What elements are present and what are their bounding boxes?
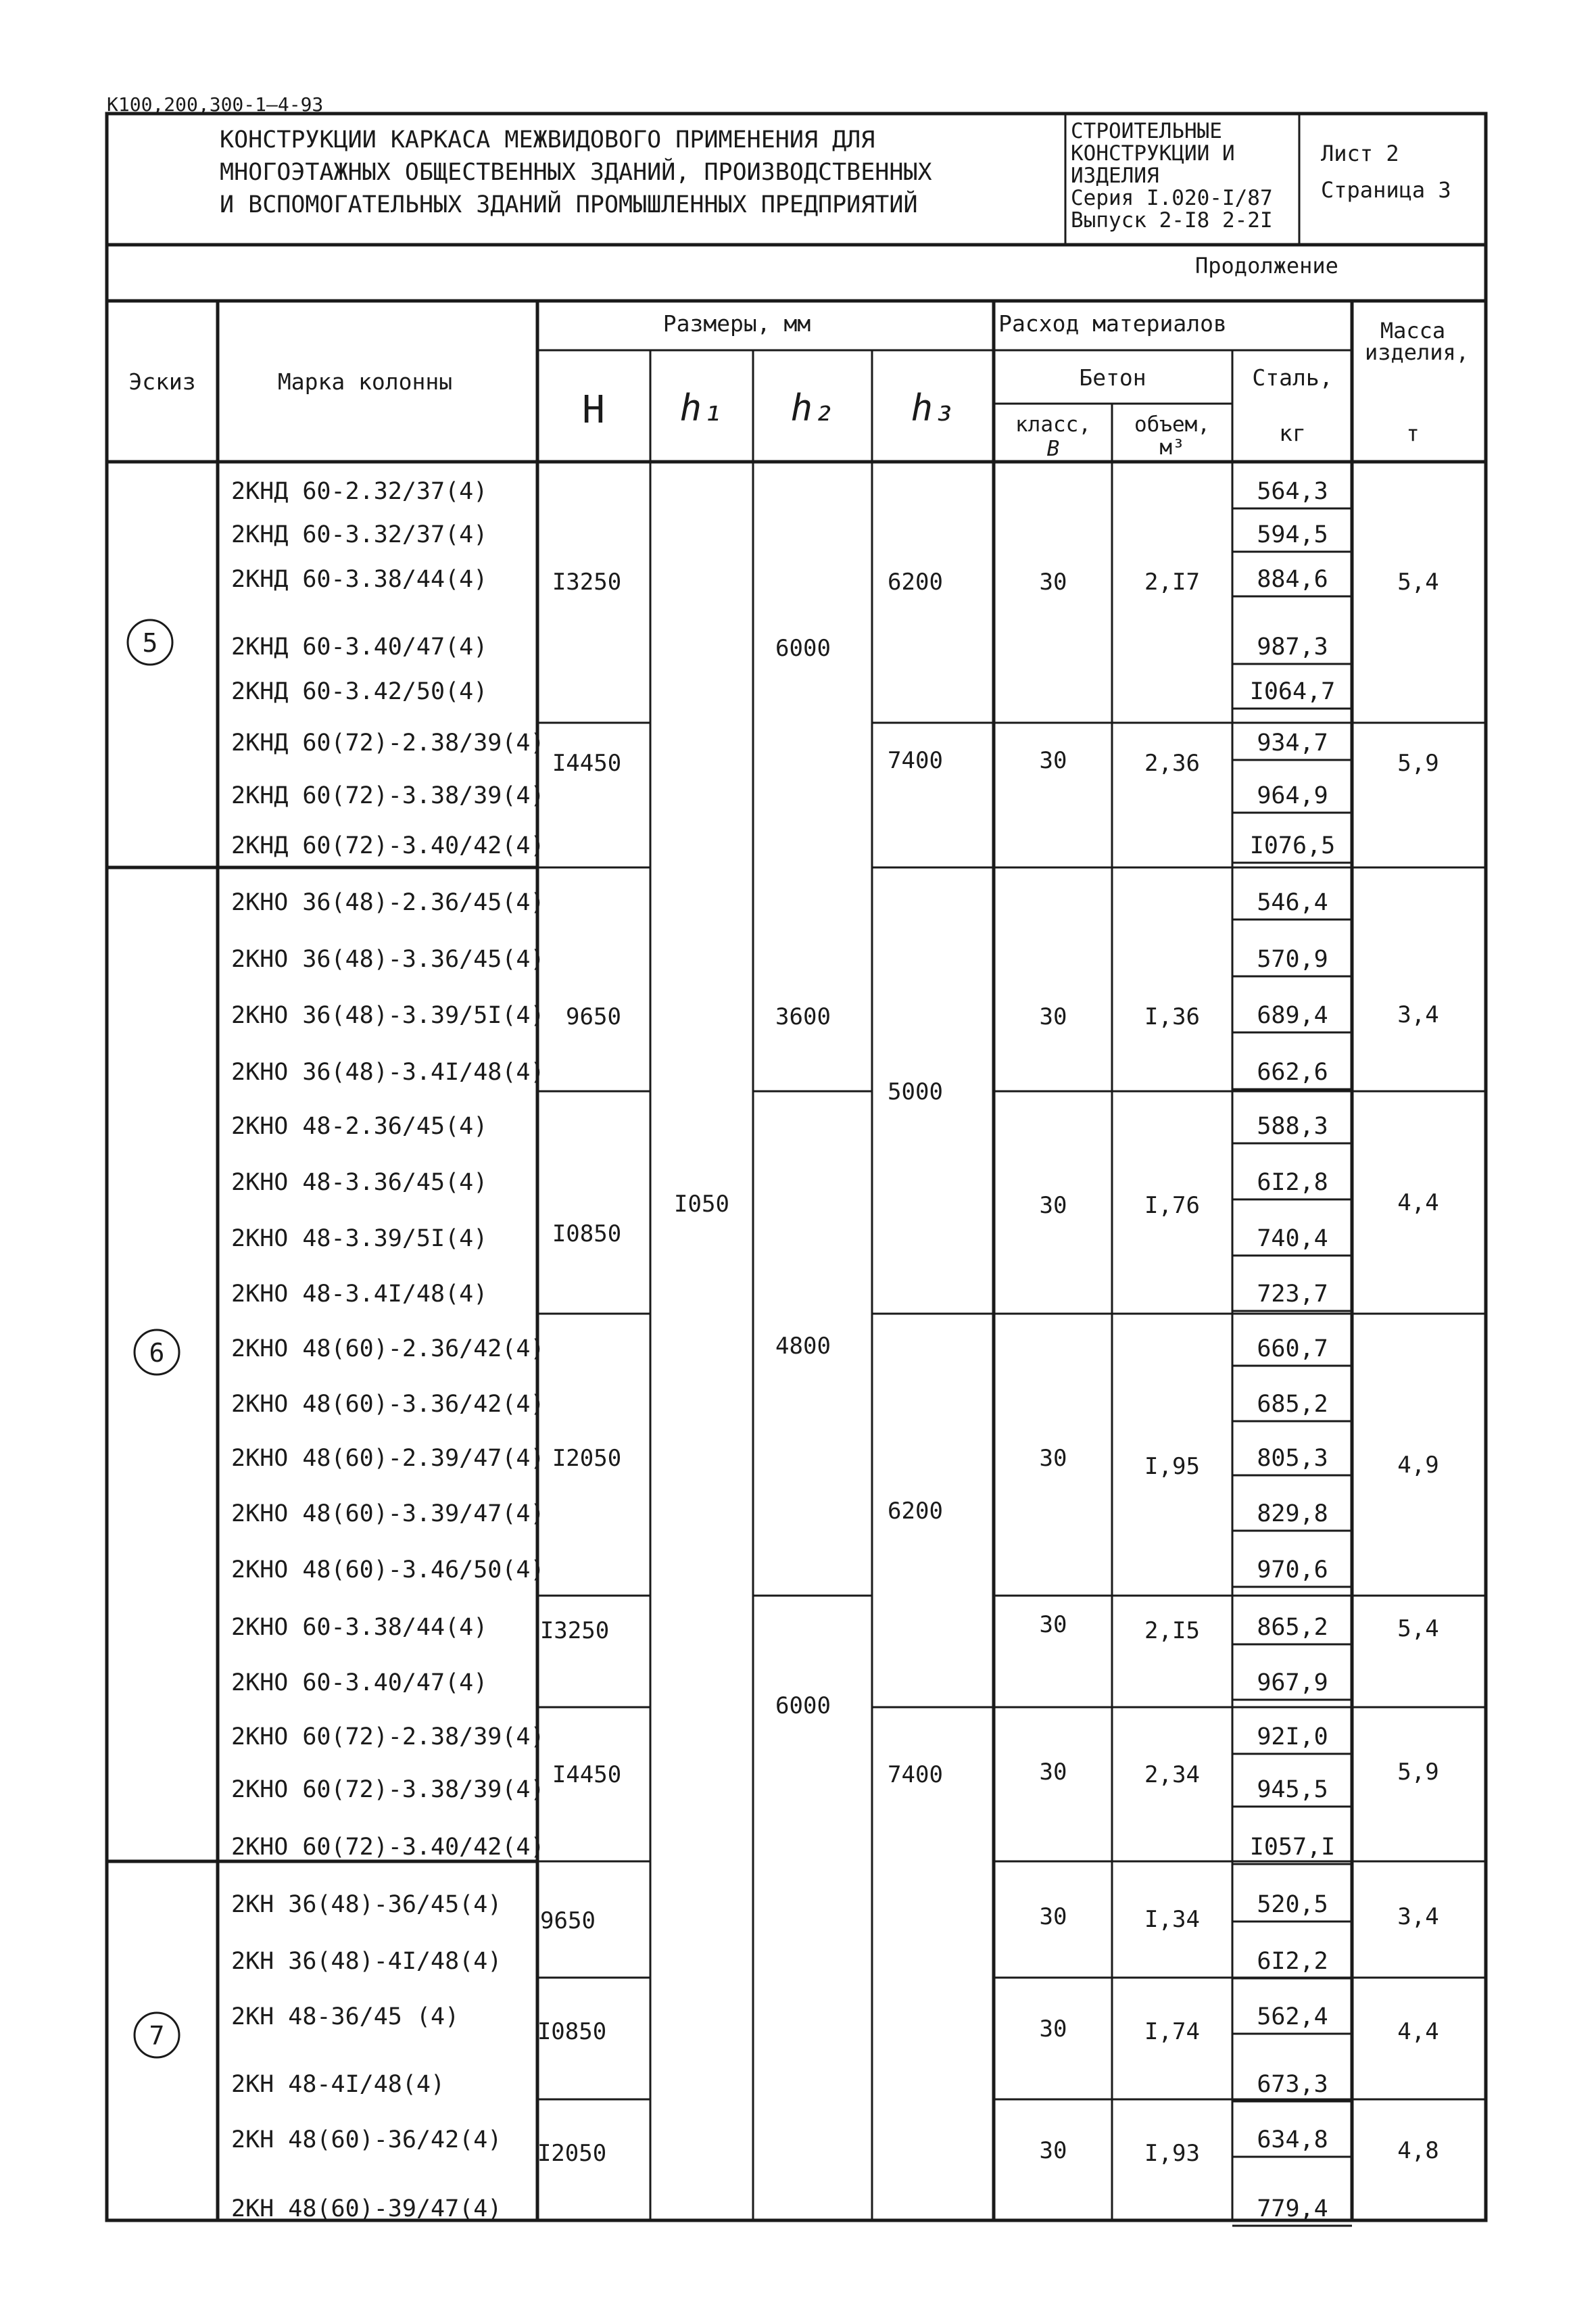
column-mark: 2КНО 36(48)-3.36/45(4)	[231, 946, 545, 973]
series-number: Серия I.020-I/87	[1071, 186, 1273, 210]
volume-value: 2,34	[1144, 1761, 1200, 1788]
column-mark: 2КНО 60-3.40/47(4)	[231, 1669, 488, 1696]
class-value: 30	[1039, 1445, 1067, 1472]
header-h1: h₁	[679, 387, 724, 429]
steel-value: 6I2,8	[1257, 1169, 1328, 1196]
steel-value: 634,8	[1257, 2126, 1328, 2153]
steel-value: I076,5	[1249, 832, 1336, 859]
steel-value: 740,4	[1257, 1225, 1328, 1252]
column-mark: 2КНО 60(72)-3.38/39(4)	[231, 1776, 545, 1803]
volume-value: I,76	[1144, 1192, 1200, 1219]
mass-value: 5,9	[1397, 1759, 1439, 1786]
class-value: 30	[1039, 1903, 1067, 1930]
class-value: 30	[1039, 2015, 1067, 2043]
column-mark: 2КНО 48(60)-3.46/50(4)	[231, 1556, 545, 1583]
header-mass-unit: т	[1406, 421, 1420, 446]
steel-value: 662,6	[1257, 1059, 1328, 1086]
header-h3: h₃	[911, 387, 955, 429]
column-mark: 2КНО 48-2.36/45(4)	[231, 1113, 488, 1140]
steel-value: 660,7	[1257, 1335, 1328, 1362]
steel-value: 723,7	[1257, 1281, 1328, 1308]
h2-value: 3600	[775, 1003, 831, 1030]
steel-value: 967,9	[1257, 1669, 1328, 1696]
column-mark: 2КНД 60(72)-2.38/39(4)	[231, 730, 545, 757]
h2-value: 6000	[775, 1692, 831, 1719]
steel-value: 805,3	[1257, 1445, 1328, 1472]
steel-value: 594,5	[1257, 521, 1328, 548]
header-volume-unit: м³	[1159, 435, 1185, 460]
column-mark: 2КНД 60-3.42/50(4)	[231, 678, 488, 705]
column-mark: 2КНД 60-3.38/44(4)	[231, 566, 488, 593]
volume-value: I,74	[1144, 2018, 1200, 2045]
column-mark: 2КНД 60-3.32/37(4)	[231, 521, 488, 548]
header-steel-unit: кг	[1279, 420, 1306, 446]
h3-value: 5000	[888, 1078, 943, 1105]
steel-value: 520,5	[1257, 1891, 1328, 1918]
series-line-2: КОНСТРУКЦИИ И	[1071, 141, 1235, 166]
sheet-number: Лист 2	[1321, 141, 1399, 166]
column-mark: 2КНД 60-3.40/47(4)	[231, 634, 488, 661]
header-h2: h₂	[790, 387, 835, 429]
class-value: 30	[1039, 1003, 1067, 1030]
steel-value: 564,3	[1257, 478, 1328, 505]
mass-value: 5,4	[1397, 1615, 1439, 1642]
header-dimensions: Размеры, мм	[662, 310, 811, 337]
column-mark: 2КНО 48(60)-3.36/42(4)	[231, 1391, 545, 1418]
steel-value: 562,4	[1257, 2003, 1328, 2030]
header-materials: Расход материалов	[998, 310, 1227, 337]
H-value: I3250	[552, 569, 622, 596]
steel-value: I064,7	[1249, 678, 1336, 705]
class-value: 30	[1039, 1611, 1067, 1638]
h3-value: 7400	[888, 747, 943, 774]
steel-value: 884,6	[1257, 566, 1328, 593]
header-H: Н	[582, 388, 605, 432]
steel-value: 865,2	[1257, 1614, 1328, 1641]
column-mark: 2КНО 36(48)-3.39/5I(4)	[231, 1002, 545, 1029]
sketch-number-7: 7	[149, 2021, 165, 2051]
title-line-2: МНОГОЭТАЖНЫХ ОБЩЕСТВЕННЫХ ЗДАНИЙ, ПРОИЗВОДСТВЕННЫХ	[220, 159, 932, 186]
class-value: 30	[1039, 569, 1067, 596]
header-concrete: Бетон	[1079, 364, 1146, 391]
class-value: 30	[1039, 747, 1067, 774]
column-mark: 2КН 48(60)-39/47(4)	[231, 2195, 502, 2222]
h2-value: 6000	[775, 635, 831, 662]
column-mark: 2КН 36(48)-36/45(4)	[231, 1891, 502, 1918]
mass-value: 4,8	[1397, 2137, 1439, 2164]
mass-value: 4,4	[1397, 2018, 1439, 2045]
column-mark: 2КНД 60-2.32/37(4)	[231, 478, 488, 505]
steel-value: 6I2,2	[1257, 1948, 1328, 1975]
mass-value: 4,4	[1397, 1189, 1439, 1216]
H-value: I4450	[552, 750, 622, 777]
volume-value: I,93	[1144, 2140, 1200, 2167]
mass-value: 5,4	[1397, 569, 1439, 596]
header-sketch: Эскиз	[128, 368, 196, 395]
column-mark: 2КН 48(60)-36/42(4)	[231, 2126, 502, 2153]
mass-value: 5,9	[1397, 750, 1439, 777]
steel-value: 588,3	[1257, 1113, 1328, 1140]
H-value: I0850	[537, 2018, 607, 2045]
steel-values	[1250, 478, 1335, 2222]
steel-value: I057,I	[1249, 1834, 1336, 1861]
steel-value: 829,8	[1257, 1500, 1328, 1527]
steel-value: 546,4	[1257, 889, 1328, 916]
header-volume: объем,	[1134, 412, 1210, 437]
column-mark: 2КНД 60(72)-3.40/42(4)	[231, 832, 545, 859]
H-value: I2050	[552, 1445, 622, 1472]
continuation-label: Продолжение	[1195, 253, 1338, 279]
h1-value: I050	[674, 1191, 729, 1218]
column-mark: 2КНО 48(60)-3.39/47(4)	[231, 1500, 545, 1527]
sketch-number-6: 6	[149, 1338, 165, 1368]
volume-value: 2,36	[1144, 750, 1200, 777]
mass-value: 3,4	[1397, 1903, 1439, 1930]
column-mark: 2КНО 60(72)-3.40/42(4)	[231, 1834, 545, 1861]
sketch-number-5: 5	[142, 628, 158, 658]
table-header	[128, 310, 1469, 461]
steel-value: 964,9	[1257, 782, 1328, 809]
volume-value: I,36	[1144, 1003, 1200, 1030]
mass-value: 4,9	[1397, 1452, 1439, 1479]
header-mass: Масса	[1380, 318, 1446, 343]
class-value: 30	[1039, 1759, 1067, 1786]
steel-value: 970,6	[1257, 1556, 1328, 1583]
steel-value: 673,3	[1257, 2071, 1328, 2098]
series-line-1: СТРОИТЕЛЬНЫЕ	[1071, 119, 1222, 143]
column-mark: 2КН 36(48)-4I/48(4)	[231, 1948, 502, 1975]
steel-value: 779,4	[1257, 2195, 1328, 2222]
H-value: I3250	[539, 1617, 610, 1644]
h3-value: 6200	[888, 569, 943, 596]
header-mark: Марка колонны	[277, 368, 453, 395]
volume-value: 2,I7	[1144, 569, 1200, 596]
class-value: 30	[1039, 2137, 1067, 2164]
header-class-b: В	[1046, 437, 1060, 461]
column-mark: 2КНО 48-3.36/45(4)	[231, 1169, 488, 1196]
steel-value: 987,3	[1257, 634, 1328, 661]
column-mark: 2КНД 60(72)-3.38/39(4)	[231, 782, 545, 809]
issue-number: Выпуск 2-I8 2-2I	[1071, 208, 1273, 233]
volume-value: I,34	[1144, 1906, 1200, 1933]
class-value: 30	[1039, 1192, 1067, 1219]
mass-value: 3,4	[1397, 1001, 1439, 1028]
volume-value: I,95	[1144, 1453, 1200, 1480]
h3-value: 7400	[888, 1761, 943, 1788]
column-mark: 2КНО 60-3.38/44(4)	[231, 1614, 488, 1641]
steel-value: 689,4	[1257, 1002, 1328, 1029]
volume-value: 2,I5	[1144, 1617, 1200, 1644]
sketch-column	[128, 620, 179, 2057]
column-mark: 2КНО 36(48)-2.36/45(4)	[231, 889, 545, 916]
title-line-3: И ВСПОМОГАТЕЛЬНЫХ ЗДАНИЙ ПРОМЫШЛЕННЫХ ПРЕДПРИЯТИЙ	[220, 191, 918, 218]
steel-value: 570,9	[1257, 946, 1328, 973]
H-value: I2050	[537, 2140, 607, 2167]
steel-value: 685,2	[1257, 1391, 1328, 1418]
H-value: 9650	[540, 1907, 596, 1934]
doc-code: К100,200,300-1—4-93	[107, 93, 324, 116]
steel-value: 934,7	[1257, 730, 1328, 757]
header-steel: Сталь,	[1252, 364, 1333, 391]
steel-value: 92I,0	[1257, 1723, 1328, 1750]
column-marks	[231, 478, 545, 2222]
h3-value: 6200	[888, 1498, 943, 1525]
H-value: I0850	[552, 1220, 622, 1247]
H-value: I4450	[552, 1761, 622, 1788]
column-mark: 2КН 48-4I/48(4)	[231, 2071, 445, 2098]
page-number: Страница 3	[1321, 177, 1451, 203]
h2-value: 4800	[775, 1333, 831, 1360]
column-mark: 2КНО 48(60)-2.36/42(4)	[231, 1335, 545, 1362]
column-mark: 2КНО 48-3.4I/48(4)	[231, 1281, 488, 1308]
title-line-1: КОНСТРУКЦИИ КАРКАСА МЕЖВИДОВОГО ПРИМЕНЕНИЯ ДЛЯ	[220, 126, 875, 153]
column-mark: 2КНО 36(48)-3.4I/48(4)	[231, 1059, 545, 1086]
column-mark: 2КН 48-36/45 (4)	[231, 2003, 460, 2030]
column-mark: 2КНО 60(72)-2.38/39(4)	[231, 1723, 545, 1750]
steel-value: 945,5	[1257, 1776, 1328, 1803]
H-value: 9650	[566, 1003, 621, 1030]
series-line-3: ИЗДЕЛИЯ	[1071, 164, 1159, 188]
column-mark: 2КНО 48(60)-2.39/47(4)	[231, 1445, 545, 1472]
column-mark: 2КНО 48-3.39/5I(4)	[231, 1225, 488, 1252]
header-class: класс,	[1015, 412, 1091, 437]
header-mass-2: изделия,	[1364, 339, 1470, 365]
